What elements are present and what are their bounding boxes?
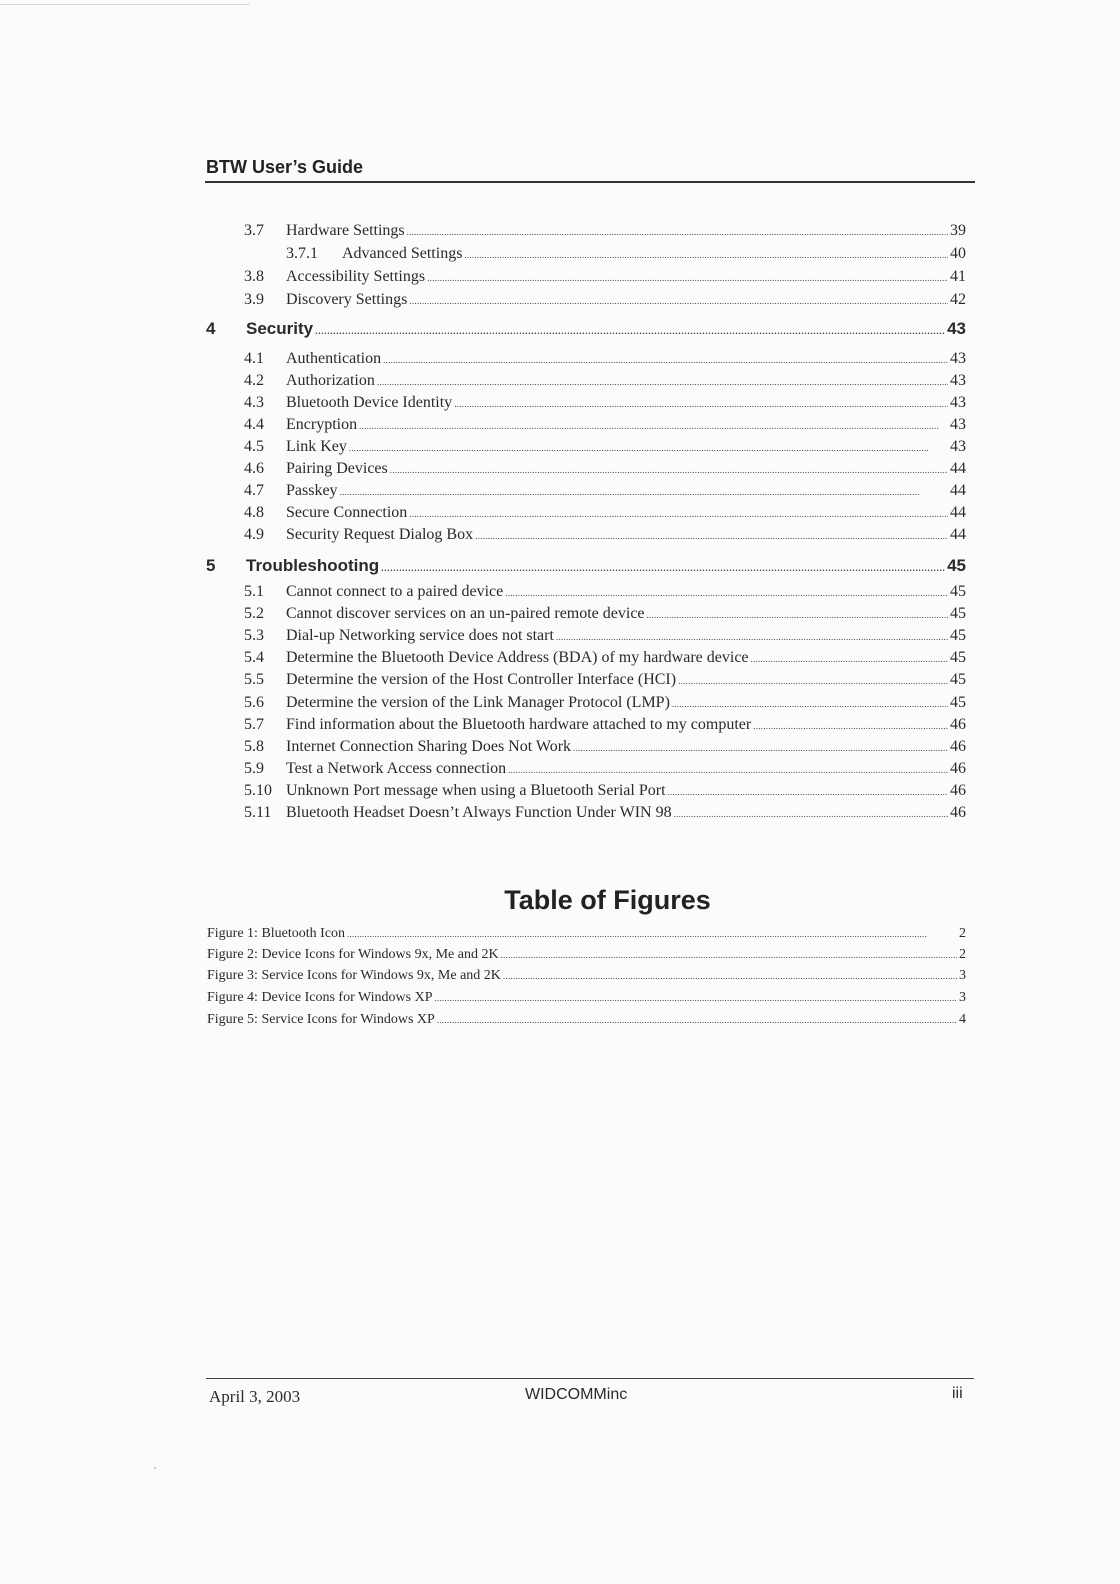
toc-entry-page: 45 xyxy=(950,671,966,688)
toc-entry-page: 45 xyxy=(950,605,966,622)
figure-entry-label: Figure 3: Service Icons for Windows 9x, Me and 2K xyxy=(207,968,501,983)
dot-leader xyxy=(427,268,948,286)
toc-entry-number: 4.8 xyxy=(244,504,264,521)
figure-entry-label: Figure 5: Service Icons for Windows XP xyxy=(207,1012,435,1027)
dot-leader xyxy=(508,760,948,778)
toc-entry-label: Determine the version of the Host Controller Interface (HCI) xyxy=(286,671,677,688)
dot-leader xyxy=(381,556,945,576)
toc-entry-page: 46 xyxy=(950,782,966,799)
dot-leader xyxy=(315,319,945,339)
dot-leader xyxy=(647,605,948,623)
toc-entry-label: Encryption xyxy=(286,416,358,433)
figure-entry-page: 2 xyxy=(959,947,966,962)
toc-entry-number: 4.2 xyxy=(244,372,264,389)
toc-entry-4-8[interactable] xyxy=(244,504,966,522)
toc-entry-label: Cannot discover services on an un-paired remote device xyxy=(286,605,645,622)
toc-entry-number: 5.3 xyxy=(244,627,264,644)
dot-leader xyxy=(409,504,948,522)
toc-entry-number: 5.10 xyxy=(244,782,272,799)
dot-leader xyxy=(503,968,957,984)
dot-leader xyxy=(678,671,948,689)
dot-leader xyxy=(409,291,948,309)
toc-entry-number: 5.6 xyxy=(244,694,264,711)
toc-entry-label: Troubleshooting xyxy=(246,556,380,575)
toc-entry-number: 3.7.1 xyxy=(286,245,318,262)
toc-entry-page: 45 xyxy=(950,583,966,600)
dot-leader xyxy=(556,627,948,645)
toc-entry-5[interactable] xyxy=(206,556,966,576)
toc-entry-4-9[interactable] xyxy=(244,526,966,544)
dot-leader xyxy=(505,583,948,601)
toc-entry-5-3[interactable] xyxy=(244,627,966,645)
footer-rule xyxy=(206,1378,974,1379)
toc-entry-label: Secure Connection xyxy=(286,504,408,521)
toc-entry-3-7[interactable] xyxy=(244,222,966,240)
toc-entry-page: 43 xyxy=(950,350,966,367)
toc-entry-number: 5.4 xyxy=(244,649,264,666)
toc-entry-number: 3.7 xyxy=(244,222,264,239)
dot-leader xyxy=(674,804,948,822)
toc-entry-label: Test a Network Access connection xyxy=(286,760,507,777)
dot-leader xyxy=(347,926,957,942)
toc-entry-5-5[interactable] xyxy=(244,671,966,689)
toc-entry-label: Discovery Settings xyxy=(286,291,408,308)
toc-entry-4[interactable] xyxy=(206,319,966,339)
scan-speck xyxy=(154,1467,156,1469)
toc-entry-5-2[interactable] xyxy=(244,605,966,623)
footer-page-number: iii xyxy=(952,1385,963,1402)
dot-leader xyxy=(501,947,957,963)
toc-entry-page: 45 xyxy=(950,649,966,666)
toc-entry-page: 44 xyxy=(950,526,966,543)
toc-entry-page: 45 xyxy=(950,694,966,711)
dot-leader xyxy=(573,738,948,756)
toc-entry-4-1[interactable] xyxy=(244,350,966,368)
toc-entry-5-9[interactable] xyxy=(244,760,966,778)
toc-entry-number: 3.8 xyxy=(244,268,264,285)
dot-leader xyxy=(349,438,948,456)
toc-entry-page: 43 xyxy=(950,394,966,411)
toc-entry-label: Bluetooth Device Identity xyxy=(286,394,453,411)
dot-leader xyxy=(753,716,948,734)
figure-entry-page: 3 xyxy=(959,990,966,1005)
dot-leader xyxy=(383,350,948,368)
toc-entry-label: Authentication xyxy=(286,350,382,367)
toc-entry-label: Unknown Port message when using a Bluetooth Serial Port xyxy=(286,782,666,799)
toc-entry-number: 5.8 xyxy=(244,738,264,755)
footer-company: WIDCOMMinc xyxy=(525,1386,628,1403)
toc-entry-page: 40 xyxy=(950,245,966,262)
toc-entry-number: 5.2 xyxy=(244,605,264,622)
toc-entry-label: Determine the version of the Link Manager Protocol (LMP) xyxy=(286,694,670,711)
figure-entry-page: 3 xyxy=(959,968,966,983)
toc-entry-number: 3.9 xyxy=(244,291,264,308)
figure-entry-page: 4 xyxy=(959,1012,966,1027)
toc-entry-number: 4.1 xyxy=(244,350,264,367)
toc-entry-number: 4.9 xyxy=(244,526,264,543)
toc-entry-3-7-1[interactable] xyxy=(286,245,966,263)
toc-entry-5-8[interactable] xyxy=(244,738,966,756)
toc-entry-label: Bluetooth Headset Doesn’t Always Function Under WIN 98 xyxy=(286,804,672,821)
toc-entry-page: 45 xyxy=(950,627,966,644)
toc-entry-page: 43 xyxy=(950,372,966,389)
toc-entry-3-9[interactable] xyxy=(244,291,966,309)
dot-leader xyxy=(437,1012,957,1028)
dot-leader xyxy=(377,372,948,390)
toc-entry-4-6[interactable] xyxy=(244,460,966,478)
figure-entry-3[interactable] xyxy=(207,968,966,984)
toc-entry-label: Dial-up Networking service does not start xyxy=(286,627,554,644)
toc-entry-number: 4.6 xyxy=(244,460,264,477)
toc-entry-label: Accessibility Settings xyxy=(286,268,426,285)
toc-entry-number: 5 xyxy=(206,556,216,575)
scan-edge-line xyxy=(0,4,250,5)
figure-entry-label: Figure 2: Device Icons for Windows 9x, Me and 2K xyxy=(207,947,499,962)
dot-leader xyxy=(407,222,948,240)
toc-entry-label: Link Key xyxy=(286,438,347,455)
toc-entry-page: 43 xyxy=(950,416,966,433)
figure-entry-label: Figure 1: Bluetooth Icon xyxy=(207,926,346,941)
toc-entry-4-5[interactable] xyxy=(244,438,966,456)
toc-entry-5-6[interactable] xyxy=(244,694,966,712)
toc-entry-label: Internet Connection Sharing Does Not Work xyxy=(286,738,572,755)
dot-leader xyxy=(475,526,948,544)
toc-entry-page: 46 xyxy=(950,716,966,733)
toc-entry-5-4[interactable] xyxy=(244,649,966,667)
toc-entry-page: 42 xyxy=(950,291,966,308)
figure-entry-5[interactable] xyxy=(207,1012,966,1028)
toc-entry-4-3[interactable] xyxy=(244,394,966,412)
toc-entry-5-10[interactable] xyxy=(244,782,966,800)
toc-entry-page: 44 xyxy=(950,482,966,499)
toc-entry-label: Hardware Settings xyxy=(286,222,405,239)
toc-entry-page: 41 xyxy=(950,268,966,285)
dot-leader xyxy=(359,416,948,434)
toc-entry-number: 5.11 xyxy=(244,804,272,821)
dot-leader xyxy=(668,782,948,800)
footer-date: April 3, 2003 xyxy=(209,1387,301,1406)
toc-entry-label: Passkey xyxy=(286,482,338,499)
toc-entry-page: 45 xyxy=(947,556,966,575)
toc-entry-label: Advanced Settings xyxy=(342,245,463,262)
toc-entry-3-8[interactable] xyxy=(244,268,966,286)
toc-entry-label: Cannot connect to a paired device xyxy=(286,583,504,600)
toc-entry-5-7[interactable] xyxy=(244,716,966,734)
toc-entry-label: Pairing Devices xyxy=(286,460,388,477)
dot-leader xyxy=(751,649,948,667)
figure-entry-page: 2 xyxy=(959,926,966,941)
toc-entry-page: 44 xyxy=(950,460,966,477)
toc-entry-label: Find information about the Bluetooth hardware attached to my computer xyxy=(286,716,752,733)
toc-entry-4-7[interactable] xyxy=(244,482,966,500)
toc-entry-number: 4.5 xyxy=(244,438,264,455)
toc-entry-number: 4.4 xyxy=(244,416,264,433)
toc-entry-page: 43 xyxy=(950,438,966,455)
dot-leader xyxy=(464,245,948,263)
toc-entry-5-1[interactable] xyxy=(244,583,966,601)
table-of-figures-title: Table of Figures xyxy=(504,885,711,915)
figure-entry-1[interactable] xyxy=(207,926,966,942)
toc-entry-page: 44 xyxy=(950,504,966,521)
dot-leader xyxy=(434,990,957,1006)
toc-entry-page: 46 xyxy=(950,738,966,755)
dot-leader xyxy=(390,460,948,478)
toc-entry-page: 46 xyxy=(950,760,966,777)
running-header-title: BTW User’s Guide xyxy=(206,157,364,177)
dot-leader xyxy=(340,482,948,500)
toc-entry-number: 4.7 xyxy=(244,482,264,499)
dot-leader xyxy=(672,694,948,712)
toc-entry-4-4[interactable] xyxy=(244,416,966,434)
toc-entry-page: 43 xyxy=(947,319,966,338)
toc-entry-label: Security xyxy=(246,319,314,338)
toc-entry-5-11[interactable] xyxy=(244,804,966,822)
toc-entry-page: 46 xyxy=(950,804,966,821)
toc-entry-number: 5.1 xyxy=(244,583,264,600)
toc-entry-label: Determine the Bluetooth Device Address (BDA) of my hardware device xyxy=(286,649,749,666)
toc-entry-number: 5.9 xyxy=(244,760,264,777)
figure-entry-4[interactable] xyxy=(207,990,966,1006)
toc-entry-page: 39 xyxy=(950,222,966,239)
toc-entry-label: Security Request Dialog Box xyxy=(286,526,474,543)
dot-leader xyxy=(454,394,948,412)
figure-entry-2[interactable] xyxy=(207,947,966,963)
toc-entry-number: 5.5 xyxy=(244,671,264,688)
toc-entry-4-2[interactable] xyxy=(244,372,966,390)
figure-entry-label: Figure 4: Device Icons for Windows XP xyxy=(207,990,433,1005)
toc-entry-label: Authorization xyxy=(286,372,375,389)
toc-entry-number: 4 xyxy=(206,319,216,338)
toc-entry-number: 5.7 xyxy=(244,716,264,733)
header-rule xyxy=(205,181,975,183)
toc-entry-number: 4.3 xyxy=(244,394,264,411)
